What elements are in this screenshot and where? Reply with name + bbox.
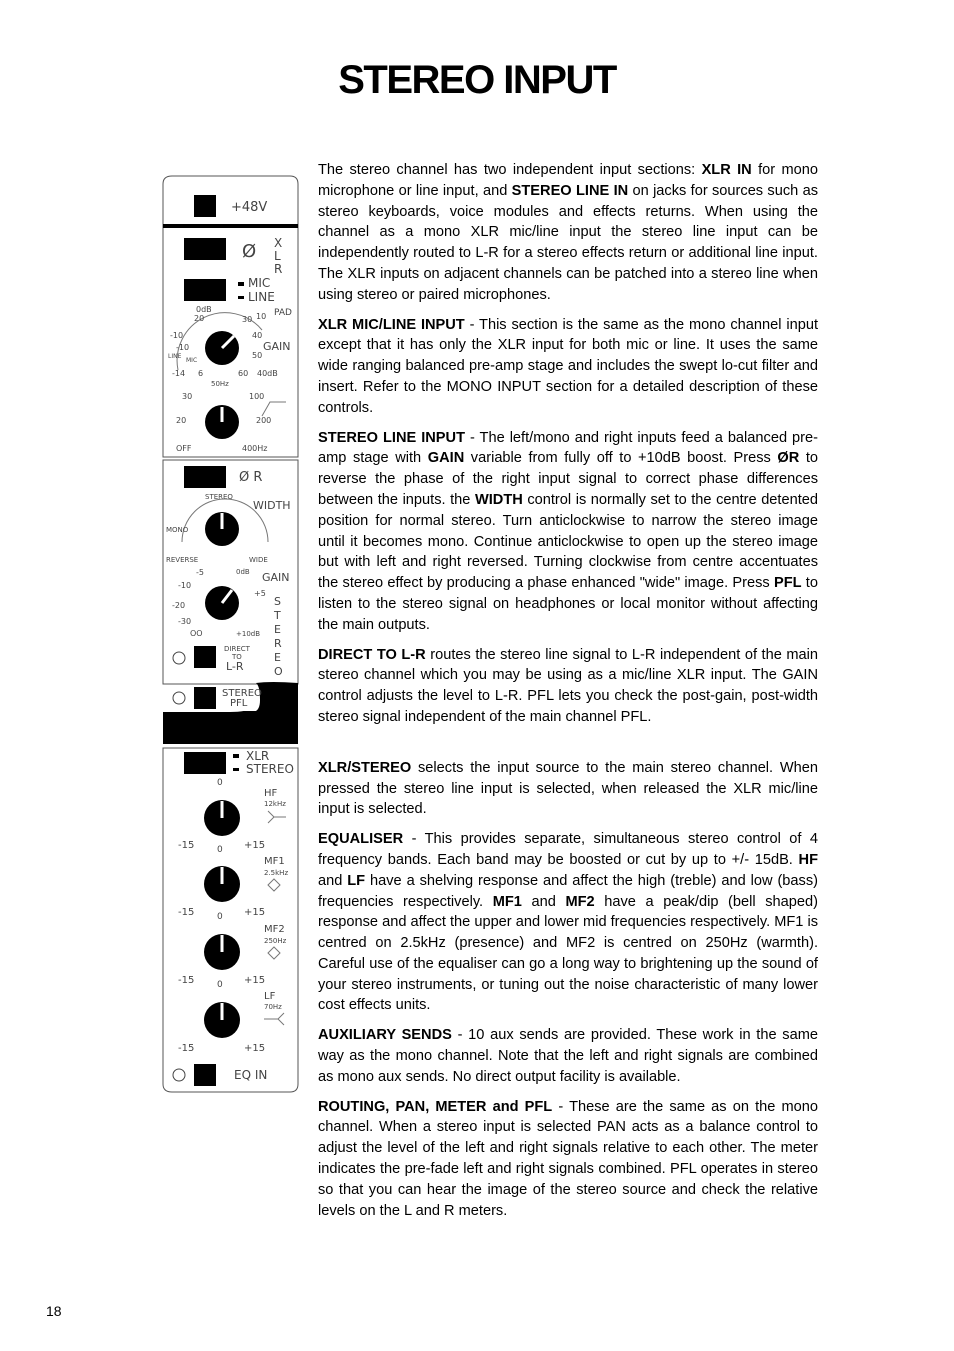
svg-text:-5: -5 — [196, 568, 204, 577]
stereo-pfl-button[interactable] — [194, 687, 216, 709]
svg-text:MONO: MONO — [166, 526, 189, 534]
svg-text:OO: OO — [190, 629, 203, 638]
svg-text:-14: -14 — [172, 369, 186, 378]
phase-r-label: Ø R — [239, 470, 263, 485]
svg-text:WIDE: WIDE — [249, 556, 268, 564]
svg-text:0dB: 0dB — [236, 568, 250, 576]
svg-text:DIRECT: DIRECT — [224, 645, 250, 653]
stereo-gain-label: GAIN — [262, 571, 290, 584]
intro-paragraph: The stereo channel has two independent input sections: XLR IN for mono microphone or line input, and STEREO LINE IN on jacks for sources such as stereo keyboards, voice modules and effects returns. When using the channel as a mono XLR mic/line input the stereo line input can be independently routed to L-R for a stereo effects return or additional line input. The XLR inputs on adjacent channels can be patched into a stereo line when using stereo or paired microphones. — [318, 162, 819, 303]
svg-text:12kHz: 12kHz — [264, 800, 286, 808]
mic-line-button[interactable] — [184, 279, 226, 301]
width-label: WIDTH — [253, 499, 291, 512]
svg-text:TO: TO — [232, 653, 242, 661]
svg-text:50Hz: 50Hz — [211, 380, 229, 388]
svg-text:REVERSE: REVERSE — [166, 556, 199, 564]
svg-text:400Hz: 400Hz — [242, 444, 268, 453]
svg-text:MIC: MIC — [248, 276, 271, 290]
svg-text:HF: HF — [264, 788, 278, 799]
phase-r-button[interactable] — [184, 466, 226, 488]
svg-text:S: S — [274, 595, 281, 608]
svg-text:+5: +5 — [254, 589, 266, 598]
svg-text:T: T — [274, 609, 281, 622]
svg-text:6: 6 — [198, 369, 204, 378]
svg-text:MIC: MIC — [186, 357, 198, 364]
svg-text:+15: +15 — [244, 975, 266, 986]
svg-text:E: E — [274, 651, 281, 664]
svg-text:-15: -15 — [178, 1043, 195, 1054]
aux-sends-paragraph: AUXILIARY SENDS - 10 aux sends are provided. These work in the same way as the mono channel. Note that the left and right signals are combined as mono aux sends. No direct output facility is available. — [318, 1027, 818, 1085]
svg-text:20: 20 — [194, 314, 205, 323]
xlr-mic-line-paragraph: XLR MIC/LINE INPUT - This section is the same as the mono channel input except that it has only the XLR input for both mic or line. It uses the same wide ranging balanced pre-amp stage and includes the swept lo-cut filter and insert. Refer to the MONO INPUT section for a detailed description of these controls. — [318, 316, 818, 416]
svg-text:-10: -10 — [176, 343, 190, 352]
svg-text:+15: +15 — [244, 840, 266, 851]
svg-text:70Hz: 70Hz — [264, 1003, 282, 1011]
svg-text:O: O — [274, 665, 283, 678]
svg-text:L: L — [274, 249, 281, 263]
svg-text:200: 200 — [256, 416, 272, 425]
page-number: 18 — [46, 1303, 62, 1319]
svg-text:LINE: LINE — [168, 353, 182, 360]
svg-text:+15: +15 — [244, 1043, 266, 1054]
svg-text:2.5kHz: 2.5kHz — [264, 869, 289, 877]
direct-led — [173, 652, 185, 664]
svg-text:-15: -15 — [178, 907, 195, 918]
svg-text:LF: LF — [264, 991, 276, 1002]
phase-icon: Ø — [242, 241, 257, 262]
svg-text:PFL: PFL — [230, 698, 248, 709]
xlr-stereo-paragraph: XLR/STEREO selects the input source to the main stereo channel. When pressed the stereo line input is selected, when released the XLR mic/line input is selected. — [318, 759, 818, 818]
channel-strip-panel — [160, 172, 302, 1097]
routing-paragraph: ROUTING, PAN, METER and PFL - These are the same as on the mono channel. When a stereo input is selected PAN acts as a balance control to adjust the level of the left and right signals relative to each other. The meter indicates the pre-fade left and right signals combined. PFL operates in stereo so that you can hear the image of the stereo source and check the relative levels on the L and R meters. — [318, 1098, 818, 1219]
svg-text:30: 30 — [242, 315, 253, 324]
svg-text:MF1: MF1 — [264, 856, 285, 867]
equaliser-paragraph: EQUALISER - This provides separate, simultaneous stereo control of 4 frequency bands. Each band may be boosted or cut by up to +/- 15dB. HF and LF have a shelving response and affect the high (treble) and low (bass) frequencies respectively. MF1 and MF2 have a peak/dip (bell shaped) response and affect the upper and lower mid frequencies respectively. MF1 is centred on 2.5kHz (presence) and MF2 is centred on 250Hz (warmth). Careful use of the equaliser can go a long way to brightening up the sound of your stereo instruments, or tuning out the noise characteristic of many lower cost effects units. — [318, 831, 818, 1014]
svg-text:-20: -20 — [172, 601, 186, 610]
svg-text:30: 30 — [182, 392, 193, 401]
direct-to-lr-button[interactable] — [194, 646, 216, 668]
stereo-line-input-paragraph: STEREO LINE INPUT - The left/mono and right inputs feed a balanced pre-amp stage with GAIN variable from fully off to +10dB boost. Press ØR to reverse the phase of the right input signal to correct phase differences between the inputs. the WIDTH control is normally set to the centre detented position for normal stereo. Turn anticlockwise to narrow the stereo image until it becomes mono. Continue anticlockwise to open up the stereo image but with left and right reversed. Turning clockwise from centre accentuates the stereo effect by producing a phase enhanced "wide" image. Press PFL to listen to the stereo signal on headphones or local monitor without affecting the main outputs. — [318, 429, 818, 633]
phantom-label: +48V — [231, 200, 268, 215]
phantom-power-button[interactable] — [194, 195, 216, 217]
svg-text:MF2: MF2 — [264, 924, 285, 935]
svg-text:+15: +15 — [244, 907, 266, 918]
svg-text:0: 0 — [217, 912, 223, 922]
svg-text:XLR: XLR — [246, 749, 270, 763]
svg-text:STEREO: STEREO — [205, 493, 233, 501]
svg-text:-30: -30 — [178, 617, 192, 626]
svg-text:STEREO: STEREO — [222, 688, 262, 699]
svg-text:60: 60 — [238, 369, 249, 378]
phase-button[interactable] — [184, 238, 226, 260]
svg-text:10: 10 — [256, 312, 267, 321]
svg-text:-15: -15 — [178, 840, 195, 851]
svg-text:20: 20 — [176, 416, 187, 425]
svg-text:40: 40 — [252, 331, 263, 340]
eq-in-label: EQ IN — [234, 1068, 268, 1082]
body-text — [318, 160, 818, 1230]
svg-text:OFF: OFF — [176, 444, 192, 453]
svg-text:50: 50 — [252, 351, 263, 360]
svg-text:L-R: L-R — [226, 660, 244, 673]
svg-text:100: 100 — [249, 392, 265, 401]
xlr-gain-label: GAIN — [263, 340, 291, 353]
direct-to-lr-paragraph: DIRECT TO L-R routes the stereo line signal to L-R independent of the main stereo channel which you may be using as a mic/line XLR input. The GAIN control adjusts the level to L-R. PFL lets you check the post-gain, post-width stereo signal independent of the main channel PFL. — [318, 646, 818, 725]
svg-text:R: R — [274, 262, 283, 276]
svg-text:-10: -10 — [170, 331, 184, 340]
xlr-stereo-button[interactable] — [184, 752, 226, 774]
svg-text:40dB: 40dB — [257, 369, 278, 378]
eq-in-button[interactable] — [194, 1064, 216, 1086]
svg-text:-15: -15 — [178, 975, 195, 986]
svg-text:+10dB: +10dB — [236, 630, 261, 638]
svg-text:E: E — [274, 623, 281, 636]
svg-text:250Hz: 250Hz — [264, 937, 287, 945]
page-title: STEREO INPUT — [338, 58, 616, 102]
svg-text:PAD: PAD — [274, 308, 292, 318]
svg-text:0: 0 — [217, 845, 223, 855]
svg-text:0dB: 0dB — [196, 305, 212, 314]
eq-in-led — [173, 1069, 185, 1081]
svg-text:-10: -10 — [178, 581, 192, 590]
svg-text:LINE: LINE — [248, 290, 275, 304]
svg-text:R: R — [274, 637, 282, 650]
svg-text:0: 0 — [217, 778, 223, 788]
svg-text:0: 0 — [217, 980, 223, 990]
svg-text:X: X — [274, 236, 283, 250]
svg-text:STEREO: STEREO — [246, 762, 294, 776]
